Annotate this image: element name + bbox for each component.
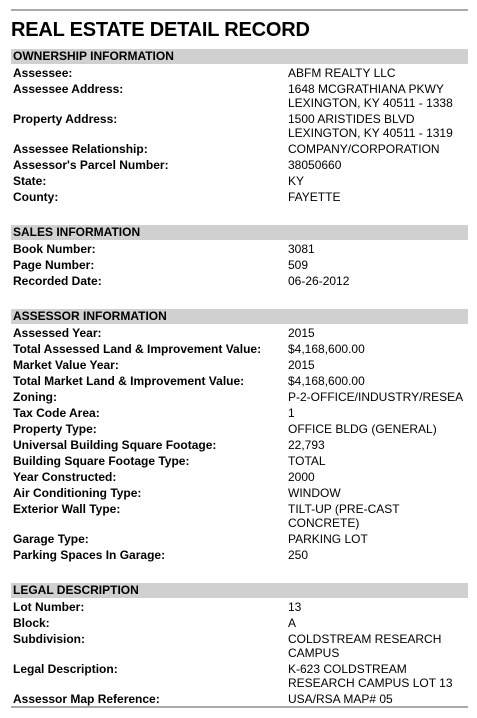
assessee-value: ABFM REALTY LLC	[288, 66, 396, 80]
garage-type-value: PARKING LOT	[288, 532, 368, 546]
recorded-date-label: Recorded Date:	[13, 274, 102, 288]
exterior-wall-line1: TILT-UP (PRE-CAST	[288, 502, 400, 516]
page-label: Page Number:	[13, 258, 95, 272]
book-label: Book Number:	[13, 242, 96, 256]
parcel-label: Assessor's Parcel Number:	[13, 158, 169, 172]
total-assessed-value: $4,168,600.00	[288, 342, 365, 356]
county-label: County:	[13, 190, 59, 204]
map-reference-label: Assessor Map Reference:	[13, 692, 160, 706]
year-constructed-label: Year Constructed:	[13, 470, 117, 484]
garage-type-label: Garage Type:	[13, 532, 89, 546]
relationship-label: Assessee Relationship:	[13, 142, 148, 156]
total-market-label: Total Market Land & Improvement Value:	[13, 374, 245, 388]
assessee-address-line1: 1648 MCGRATHIANA PKWY	[288, 82, 444, 96]
section-header-sales	[11, 225, 468, 240]
exterior-wall-label: Exterior Wall Type:	[13, 502, 121, 516]
property-address-line2: LEXINGTON, KY 40511 - 1319	[288, 126, 453, 140]
section-header-assessor	[11, 309, 468, 324]
parking-spaces-value: 250	[288, 548, 309, 562]
ac-type-value: WINDOW	[288, 486, 341, 500]
section-title: ASSESSOR INFORMATION	[13, 309, 167, 323]
property-address-label: Property Address:	[13, 112, 118, 126]
legal-description-line1: K-623 COLDSTREAM	[288, 662, 407, 676]
page-value: 509	[288, 258, 309, 272]
section-title: OWNERSHIP INFORMATION	[13, 49, 174, 63]
page-title: REAL ESTATE DETAIL RECORD	[11, 19, 310, 41]
book-value: 3081	[288, 242, 315, 256]
market-year-label: Market Value Year:	[13, 358, 119, 372]
ubsf-value: 22,793	[288, 438, 325, 452]
assessed-year-label: Assessed Year:	[13, 326, 102, 340]
total-market-value: $4,168,600.00	[288, 374, 365, 388]
market-year-value: 2015	[288, 358, 315, 372]
legal-description-label: Legal Description:	[13, 662, 118, 676]
relationship-value: COMPANY/CORPORATION	[288, 142, 440, 156]
assessee-label: Assessee:	[13, 66, 73, 80]
legal-description-line2: RESEARCH CAMPUS LOT 13	[288, 676, 453, 690]
parking-spaces-label: Parking Spaces In Garage:	[13, 548, 166, 562]
ubsf-label: Universal Building Square Footage:	[13, 438, 217, 452]
top-divider	[11, 9, 468, 11]
map-reference-value: USA/RSA MAP# 05	[288, 692, 393, 706]
subdivision-line1: COLDSTREAM RESEARCH	[288, 632, 442, 646]
parcel-value: 38050660	[288, 158, 342, 172]
zoning-label: Zoning:	[13, 390, 57, 404]
total-assessed-label: Total Assessed Land & Improvement Value:	[13, 342, 262, 356]
subdivision-label: Subdivision:	[13, 632, 85, 646]
section-title: SALES INFORMATION	[13, 225, 141, 239]
assessee-address-label: Assessee Address:	[13, 82, 124, 96]
recorded-date-value: 06-26-2012	[288, 274, 350, 288]
assessed-year-value: 2015	[288, 326, 315, 340]
section-title: LEGAL DESCRIPTION	[13, 583, 139, 597]
block-value: A	[288, 616, 297, 630]
state-value: KY	[288, 174, 305, 188]
tax-code-label: Tax Code Area:	[13, 406, 100, 420]
lot-number-value: 13	[288, 600, 302, 614]
ac-type-label: Air Conditioning Type:	[13, 486, 142, 500]
section-header-legal	[11, 583, 468, 598]
bsf-type-label: Building Square Footage Type:	[13, 454, 190, 468]
subdivision-line2: CAMPUS	[288, 646, 340, 660]
bottom-divider	[11, 706, 468, 708]
lot-number-label: Lot Number:	[13, 600, 85, 614]
state-label: State:	[13, 174, 47, 188]
county-value: FAYETTE	[288, 190, 341, 204]
tax-code-value: 1	[288, 406, 295, 420]
property-type-label: Property Type:	[13, 422, 97, 436]
section-header-ownership	[11, 49, 468, 64]
exterior-wall-line2: CONCRETE)	[288, 516, 360, 530]
bsf-type-value: TOTAL	[288, 454, 326, 468]
property-address-line1: 1500 ARISTIDES BLVD	[288, 112, 415, 126]
block-label: Block:	[13, 616, 50, 630]
year-constructed-value: 2000	[288, 470, 315, 484]
assessee-address-line2: LEXINGTON, KY 40511 - 1338	[288, 96, 453, 110]
property-type-value: OFFICE BLDG (GENERAL)	[288, 422, 437, 436]
zoning-value: P-2-OFFICE/INDUSTRY/RESEA	[288, 390, 464, 404]
